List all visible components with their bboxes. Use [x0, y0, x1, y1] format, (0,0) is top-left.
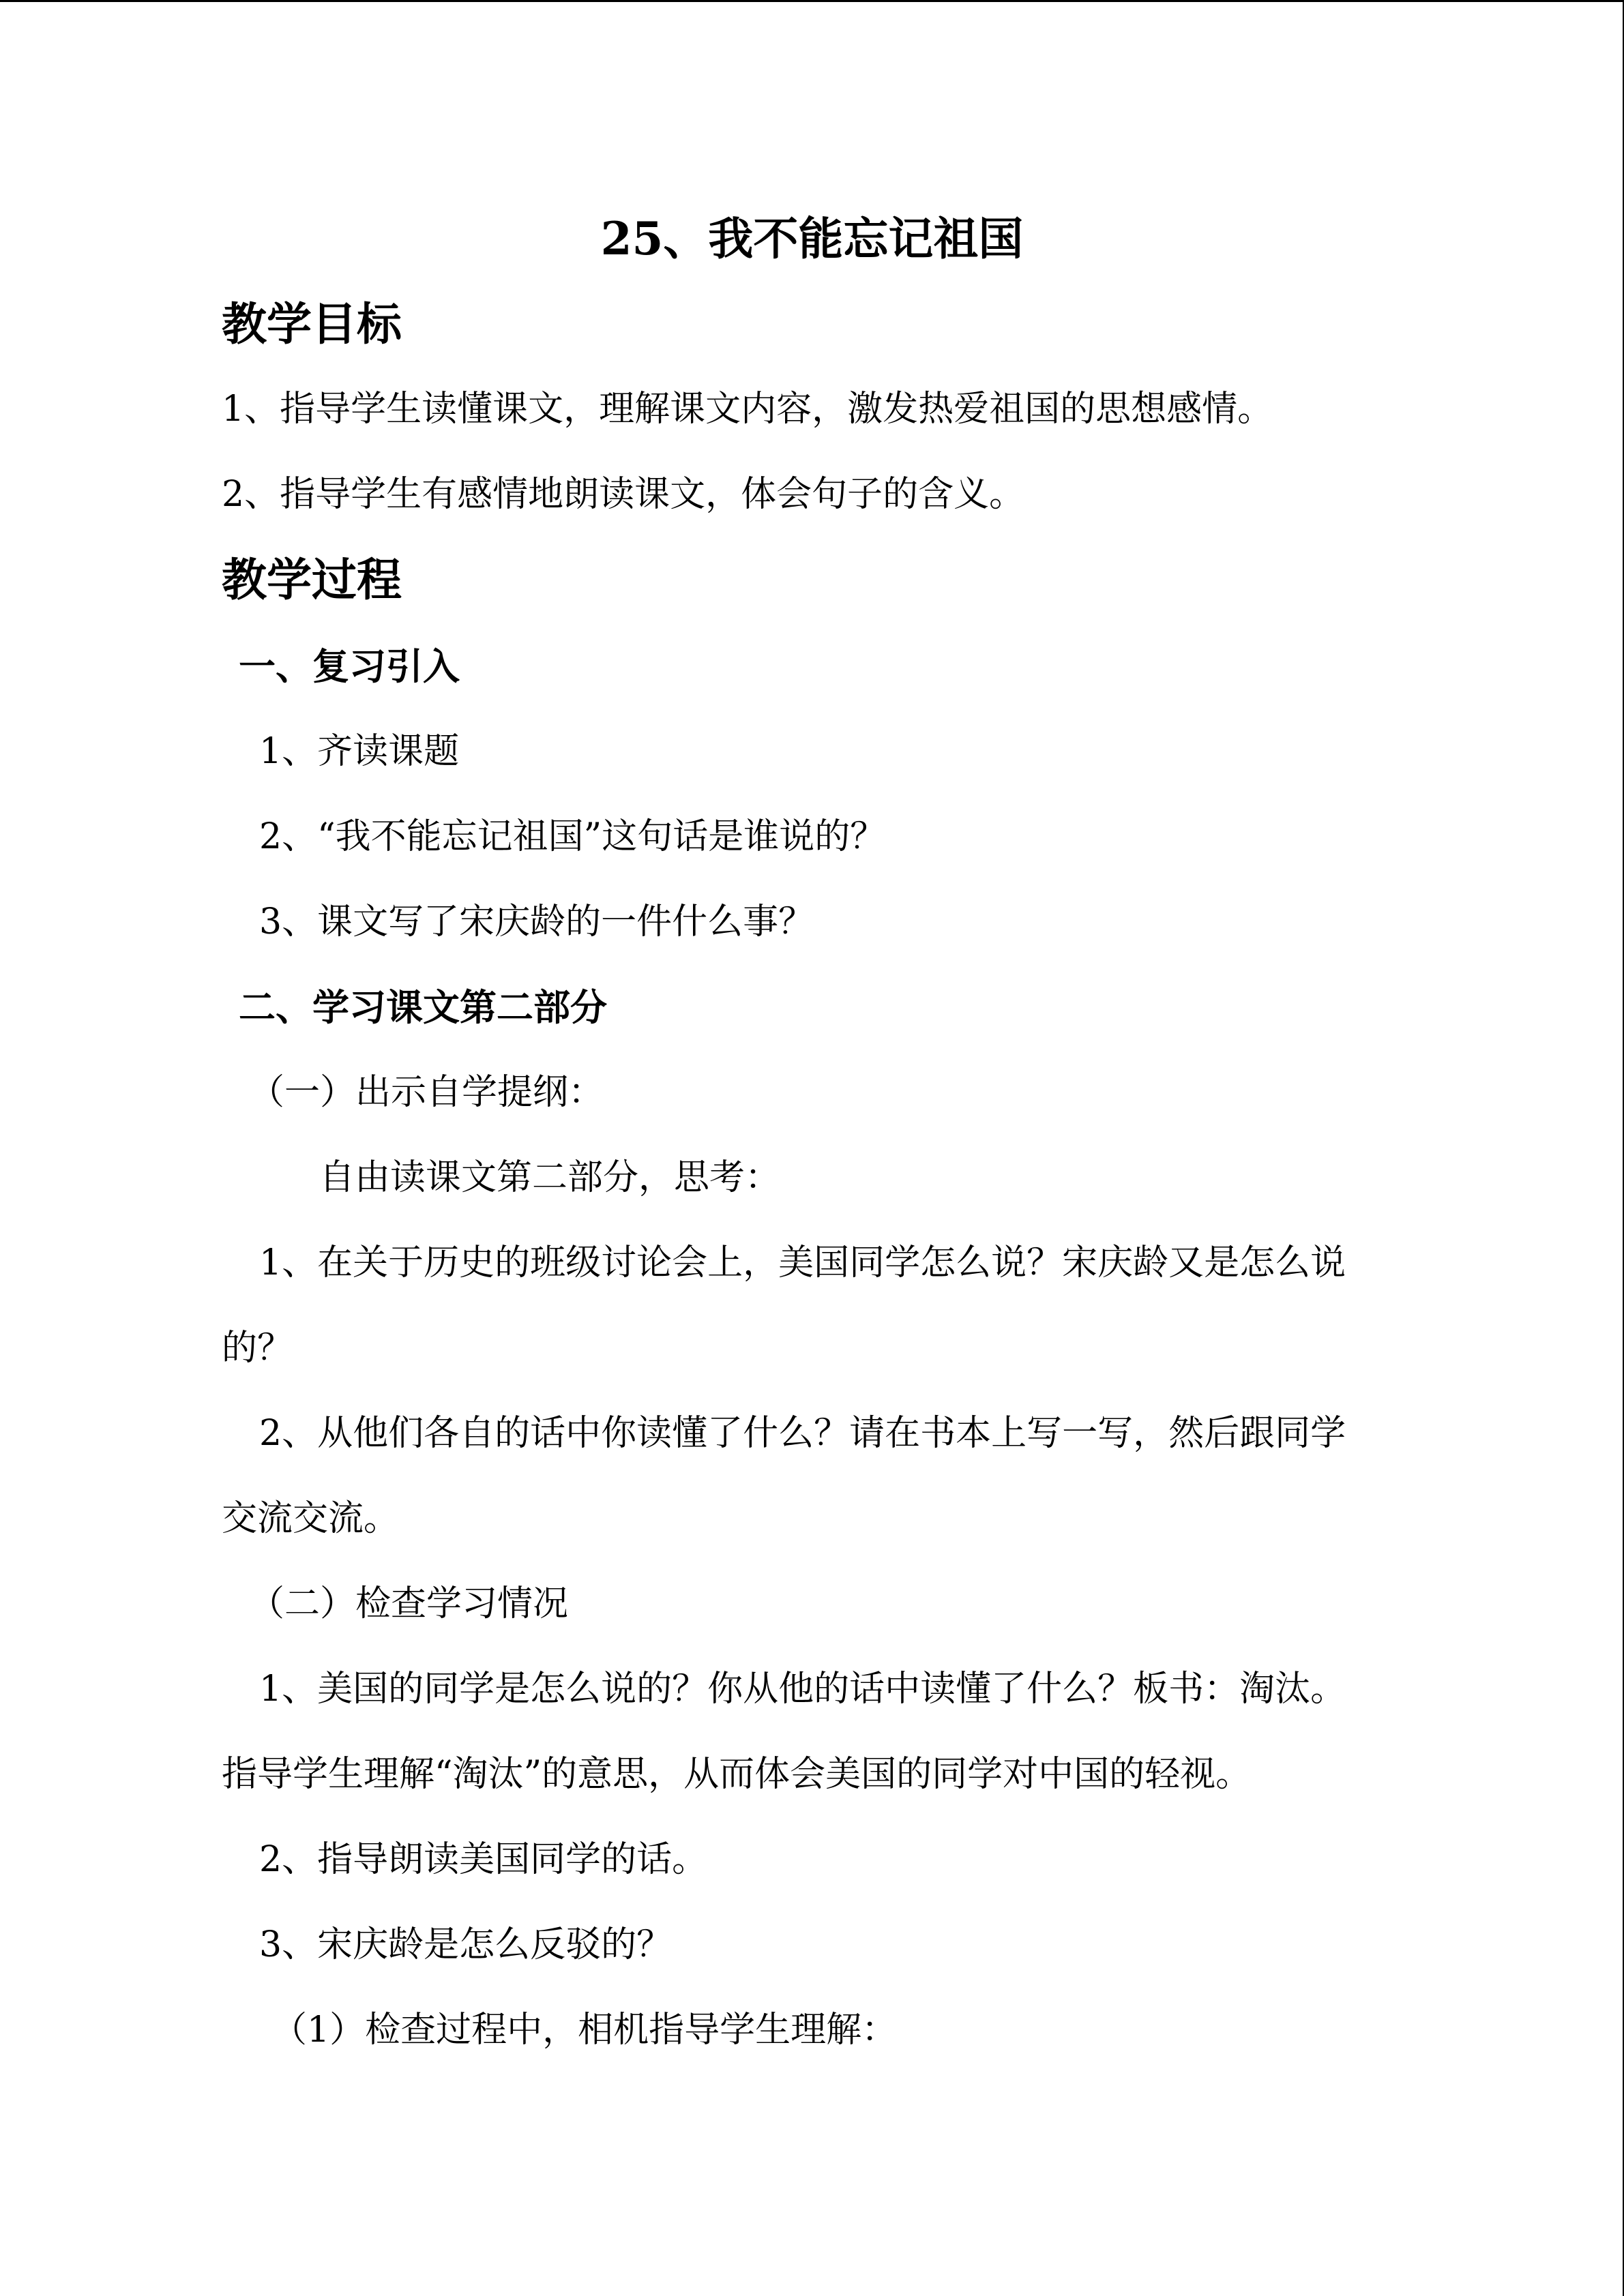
- objectives-heading: 教学目标: [222, 297, 402, 351]
- part2-q1-line1: 1、在关于历史的班级讨论会上，美国同学怎么说？宋庆龄又是怎么说: [259, 1242, 1346, 1283]
- part2-check3: 3、宋庆龄是怎么反驳的？: [259, 1924, 673, 1965]
- part1-item-3: 3、课文写了宋庆龄的一件什么事？: [259, 901, 814, 942]
- part2-check1-line1: 1、美国的同学是怎么说的？你从他的话中读懂了什么？板书：淘汰。: [259, 1669, 1346, 1710]
- part2-check1-line2: 指导学生理解“淘汰”的意思，从而体会美国的同学对中国的轻视。: [222, 1754, 1252, 1795]
- part2-sub1-label: （一）出示自学提纲：: [249, 1072, 604, 1113]
- part2-q2-line1: 2、从他们各自的话中你读懂了什么？请在书本上写一写，然后跟同学: [259, 1413, 1346, 1454]
- part1-item-1: 1、齐读课题: [259, 731, 460, 772]
- process-heading: 教学过程: [222, 553, 402, 606]
- part1-heading: 一、复习引入: [239, 644, 460, 688]
- objective-item-1: 1、指导学生读懂课文，理解课文内容，激发热爱祖国的思想感情。: [222, 389, 1273, 430]
- part2-check3-sub1: （1）检查过程中，相机指导学生理解：: [271, 2010, 898, 2051]
- objective-item-2: 2、指导学生有感情地朗读课文，体会句子的含义。: [222, 474, 1025, 515]
- part2-sub2-label: （二）检查学习情况: [249, 1583, 569, 1624]
- part2-sub1-intro: 自由读课文第二部分，思考：: [319, 1157, 781, 1198]
- part2-check2: 2、指导朗读美国同学的话。: [259, 1839, 708, 1880]
- part1-item-2: 2、“我不能忘记祖国”这句话是谁说的？: [259, 816, 886, 857]
- part2-q2-line2: 交流交流。: [222, 1498, 400, 1539]
- lesson-title: 25、我不能忘记祖国: [600, 212, 1024, 265]
- part2-q1-line2: 的？: [222, 1328, 293, 1369]
- part2-heading: 二、学习课文第二部分: [239, 985, 607, 1029]
